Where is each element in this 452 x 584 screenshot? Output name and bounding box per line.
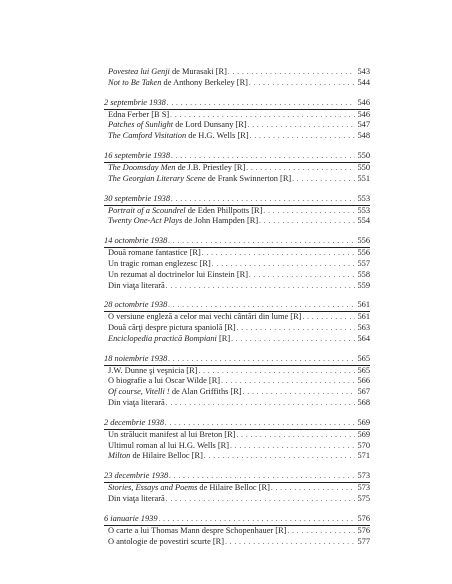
toc-section <box>104 418 370 462</box>
work-title: Enciclopedia practică Bompiani <box>108 333 217 343</box>
page-number: 547 <box>357 120 370 130</box>
dot-leader <box>159 514 356 525</box>
page-number: 576 <box>357 513 370 523</box>
page-number: 573 <box>357 471 370 481</box>
toc-entry <box>104 131 370 142</box>
section-date-heading <box>104 236 370 248</box>
page-number: 546 <box>357 109 370 119</box>
toc-entry <box>104 281 370 292</box>
entry-title <box>104 323 236 334</box>
section-date: 23 decembrie 1938 <box>104 471 169 481</box>
page-number: 569 <box>357 418 370 428</box>
page-number: 575 <box>357 494 370 503</box>
page-number: 565 <box>357 353 370 363</box>
entry-title <box>104 430 235 441</box>
section-date-heading <box>104 194 370 206</box>
work-title: Not to Be Taken <box>108 77 162 87</box>
section-date-heading <box>104 418 370 430</box>
entry-description: O biografie a lui Oscar Wilde [R] <box>108 376 221 386</box>
entry-title <box>104 259 211 270</box>
dot-leader <box>171 151 355 162</box>
toc-entry <box>104 376 370 387</box>
toc-section <box>104 471 370 504</box>
dot-leader <box>168 236 355 247</box>
page-number: 553 <box>357 205 370 215</box>
work-title: The Camford Visitation <box>108 131 187 141</box>
work-title: Patches of Sunlight <box>108 120 174 130</box>
entry-title <box>104 494 165 505</box>
dot-leader <box>246 163 355 174</box>
dot-leader <box>171 194 355 205</box>
toc-entry <box>104 537 370 548</box>
dot-leader <box>166 281 356 292</box>
toc-entry <box>104 494 370 505</box>
dot-leader <box>231 334 355 345</box>
entry-title <box>104 537 224 548</box>
section-date: 6 ianuarie 1939 <box>104 513 158 523</box>
entry-title <box>104 451 203 462</box>
work-title: Milton <box>108 451 131 461</box>
page-number: 557 <box>357 258 370 268</box>
entry-description: Din viaţa literară <box>108 494 165 503</box>
toc-section <box>104 194 370 227</box>
page-number: 550 <box>357 151 370 161</box>
entry-description: Ultimul roman al lui H.G. Wells [R] <box>108 440 230 450</box>
dot-leader <box>302 312 355 323</box>
entry-description: de J.B. Priestley [R] <box>175 162 246 172</box>
toc-section <box>104 354 370 409</box>
toc-entry <box>104 163 370 174</box>
entry-description: Două cărţi despre pictura spaniolă [R] <box>108 323 236 333</box>
entry-description: de John Hampden [R] <box>182 216 259 226</box>
entry-description: de Hilaire Belloc [R] <box>197 483 270 493</box>
section-date: 28 octombrie 1938 <box>104 300 168 310</box>
section-date: 30 septembrie 1938 <box>104 193 171 203</box>
toc-entry <box>104 398 370 409</box>
page-number: 558 <box>357 269 370 279</box>
page-number: 564 <box>357 333 370 343</box>
section-date: 16 septembrie 1938 <box>104 151 171 161</box>
entry-title <box>104 120 247 131</box>
toc-section <box>104 300 370 344</box>
entry-title <box>104 174 291 185</box>
toc-entry <box>104 312 370 323</box>
page-number: 561 <box>357 312 370 322</box>
dot-leader <box>250 131 356 142</box>
toc-section <box>104 514 370 547</box>
page-number: 571 <box>357 451 370 461</box>
dot-leader <box>204 451 356 462</box>
toc-entry <box>104 110 370 121</box>
section-date-heading <box>104 354 370 366</box>
dot-leader <box>243 387 356 398</box>
dot-leader <box>248 120 356 131</box>
page-number: 563 <box>357 323 370 333</box>
dot-leader <box>237 323 356 334</box>
entry-title <box>104 334 230 345</box>
page-number: 570 <box>357 440 370 450</box>
entry-title <box>104 78 248 89</box>
dot-leader <box>225 537 355 548</box>
entry-title <box>104 206 262 217</box>
dot-leader <box>228 67 356 78</box>
dot-leader <box>202 248 356 259</box>
dot-leader <box>249 78 355 89</box>
entry-description: Un tragic roman englezesc [R] <box>108 258 211 268</box>
section-date-heading <box>104 514 370 526</box>
work-title: Povestea lui Genji <box>108 67 170 76</box>
entry-title <box>104 376 220 387</box>
section-date-heading <box>104 300 370 312</box>
toc-section <box>104 236 370 291</box>
page-number: 573 <box>357 483 370 493</box>
section-date: 14 octombrie 1938 <box>104 236 168 246</box>
entry-title <box>104 312 301 323</box>
page-number: 559 <box>357 280 370 290</box>
entry-description: de H.G. Wells [R] <box>186 131 249 141</box>
dot-leader <box>165 418 355 429</box>
work-title: The Georgian Literary Scene <box>108 173 206 183</box>
entry-description: Un rezumat al doctrinelor lui Einstein [R] <box>108 269 249 279</box>
dot-leader <box>259 216 355 227</box>
page-number: 546 <box>357 97 370 107</box>
entry-title <box>104 216 258 227</box>
work-title: Of course, Vitelli ! <box>108 387 170 397</box>
entry-description: [R] <box>216 333 231 343</box>
toc-entry <box>104 270 370 281</box>
dot-leader <box>170 110 355 121</box>
work-title: The Doomsday Men <box>108 162 176 172</box>
page-number: 576 <box>357 525 370 535</box>
toc-entry <box>104 451 370 462</box>
entry-description: O carte a lui Thomas Mann despre Schopenhauer [R] <box>108 525 287 535</box>
dot-leader <box>166 494 356 505</box>
entry-description: de Hilaire Belloc [R] <box>130 451 203 461</box>
dot-leader <box>249 270 355 281</box>
entry-title <box>104 483 270 494</box>
entry-title <box>104 526 286 537</box>
toc-entry <box>104 67 370 78</box>
toc-entry <box>104 216 370 227</box>
toc-entry <box>104 366 370 377</box>
dot-leader <box>166 398 356 409</box>
entry-description: de Eden Phillpotts [R] <box>185 205 263 215</box>
dot-leader <box>167 98 356 109</box>
dot-leader <box>168 354 355 365</box>
entry-description: Două romane fantastice [R] <box>108 248 201 258</box>
section-date: 2 decembrie 1938 <box>104 418 165 428</box>
dot-leader <box>271 483 356 494</box>
page-number: 556 <box>357 248 370 258</box>
page-number: 566 <box>357 376 370 386</box>
dot-leader <box>236 430 355 441</box>
entry-title <box>104 441 229 452</box>
entry-title <box>104 163 245 174</box>
toc-entry <box>104 259 370 270</box>
toc-entry <box>104 78 370 89</box>
toc-entry <box>104 206 370 217</box>
entry-title <box>104 110 169 121</box>
entry-description: Un strălucit manifest al lui Breton [R] <box>108 429 236 439</box>
entry-description: de Frank Swinnerton [R] <box>205 173 292 183</box>
toc-entry <box>104 248 370 259</box>
dot-leader <box>212 259 356 270</box>
entry-description: J.W. Dunne şi veşnicia [R] <box>108 365 198 375</box>
work-title: Stories, Essays and Poems <box>108 483 198 493</box>
entry-description: de Murasaki [R] <box>169 67 227 76</box>
toc-entry <box>104 120 370 131</box>
entry-title <box>104 387 242 398</box>
section-date-heading <box>104 98 370 110</box>
section-date-heading <box>104 151 370 163</box>
toc-entry <box>104 430 370 441</box>
entry-description: Din viaţa literară <box>108 398 165 408</box>
dot-leader <box>230 441 355 452</box>
dot-leader <box>169 471 355 482</box>
entry-title <box>104 131 249 142</box>
entry-description: Din viaţa literară <box>108 280 165 290</box>
entry-description: de Alan Griffiths [R] <box>169 387 242 397</box>
entry-title <box>104 270 248 281</box>
entry-description: de Anthony Berkeley [R] <box>161 77 248 87</box>
page-number: 577 <box>357 536 370 546</box>
toc-entry <box>104 387 370 398</box>
page-number: 548 <box>357 131 370 141</box>
section-date: 2 septembrie 1938 <box>104 97 166 107</box>
table-of-contents <box>104 67 370 557</box>
entry-title <box>104 248 201 259</box>
toc-entry <box>104 526 370 537</box>
dot-leader <box>198 366 355 377</box>
section-date-heading <box>104 471 370 483</box>
page-number: 550 <box>357 162 370 172</box>
toc-entry <box>104 174 370 185</box>
toc-section <box>104 67 370 89</box>
toc-entry <box>104 483 370 494</box>
entry-description: de Lord Dunsany [R] <box>173 120 247 130</box>
dot-leader <box>263 206 355 217</box>
page-number: 568 <box>357 398 370 408</box>
work-title: Twenty One-Act Plays <box>108 216 183 226</box>
page-number: 569 <box>357 429 370 439</box>
toc-entry <box>104 441 370 452</box>
page-number: 565 <box>357 365 370 375</box>
entry-title <box>104 67 227 78</box>
toc-entry <box>104 334 370 345</box>
entry-title <box>104 281 165 292</box>
page-number: 561 <box>357 300 370 310</box>
page-number: 544 <box>357 77 370 87</box>
dot-leader <box>168 300 355 311</box>
page-number: 553 <box>357 193 370 203</box>
entry-title <box>104 398 165 409</box>
page-number: 543 <box>357 67 370 76</box>
page-number: 554 <box>357 216 370 226</box>
toc-section <box>104 151 370 184</box>
page-number: 567 <box>357 387 370 397</box>
entry-description: O versiune engleză a celor mai vechi cântări din lume [R] <box>108 312 302 322</box>
entry-description: O antologie de povestiri scurte [R] <box>108 536 225 546</box>
page-number: 551 <box>357 173 370 183</box>
section-date: 18 noiembrie 1938 <box>104 353 168 363</box>
dot-leader <box>287 526 355 537</box>
dot-leader <box>221 376 355 387</box>
dot-leader <box>292 174 355 185</box>
page-number: 556 <box>357 236 370 246</box>
entry-description: Edna Ferber [B S] <box>108 109 170 119</box>
toc-entry <box>104 323 370 334</box>
toc-section <box>104 98 370 142</box>
entry-title <box>104 366 197 377</box>
work-title: Portrait of a Scoundrel <box>108 205 186 215</box>
